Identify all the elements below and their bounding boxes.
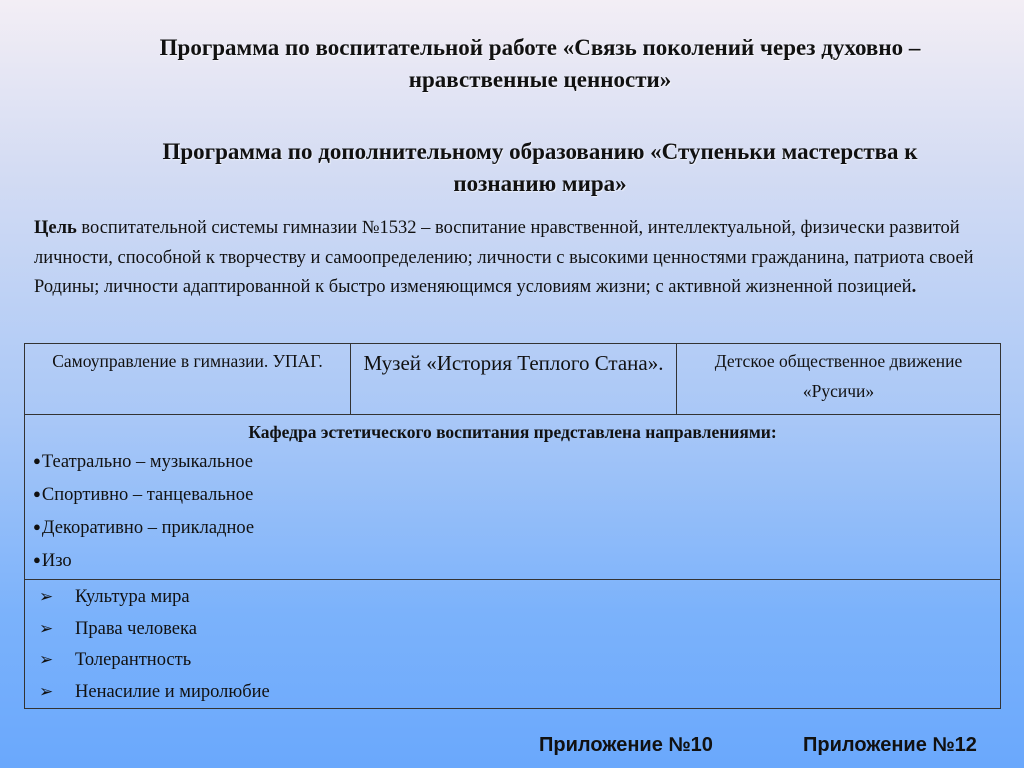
bullet-icon: ● [33,453,41,468]
goal-paragraph [34,214,984,303]
bullet-icon: ● [33,486,41,501]
department-title: Кафедра эстетического воспитания представлена направлениями: [248,422,777,442]
list-item: ➢ Толерантность [31,645,994,677]
goal-label: Цель [34,218,77,238]
list-item: ➢ Ненасилие и миролюбие [31,677,994,709]
list-item: ●Спортивно – танцевальное [33,485,254,505]
arrow-bullet-icon: ➢ [39,587,54,607]
appendix-12-link[interactable]: Приложение №12 [803,734,977,756]
table-row [25,344,1001,415]
bullet-icon: ● [33,519,41,534]
list-item: ●Изо [33,551,72,571]
goal-text: воспитательной системы гимназии №1532 – воспитание нравственной, интеллектуальной, физически развитой личности, способной к творчеству и самоопределению; личности с высокими ценностями гражданина, патриота своей Родины; личности адаптированной к быстро изменяющимся условиям жизни; с активной жизненной позицией [34,218,974,297]
bullet-icon: ● [33,552,41,567]
cell-self-government: Самоуправление в гимназии. УПАГ. [25,344,351,415]
list-item: ●Театрально – музыкальное [33,452,253,472]
program-title-1: Программа по воспитательной работе «Связь поколений через духовно – нравственные ценности» [159,35,921,92]
programs-table [24,343,1001,709]
cell-children-movement: Детское общественное движение «Русичи» [677,344,1001,415]
list-item: ●Декоративно – прикладное [33,518,255,538]
arrow-bullet-icon: ➢ [39,650,54,670]
goal-end: . [911,277,917,297]
list-item: ➢ Права человека [31,614,994,646]
appendix-10-link[interactable]: Приложение №10 [539,734,713,756]
table-row [25,580,1001,709]
cell-aesthetic-department [25,415,1001,580]
arrow-bullet-icon: ➢ [39,681,54,702]
arrow-bullet-icon: ➢ [39,618,54,639]
list-item: ➢ Культура мира [31,582,994,614]
table-row [25,415,1001,580]
cell-topics [25,580,1001,709]
cell-museum: Музей «История Теплого Стана». [351,344,677,415]
program-title-2: Программа по дополнительному образованию «Ступеньки мастерства к познанию мира» [162,139,918,196]
